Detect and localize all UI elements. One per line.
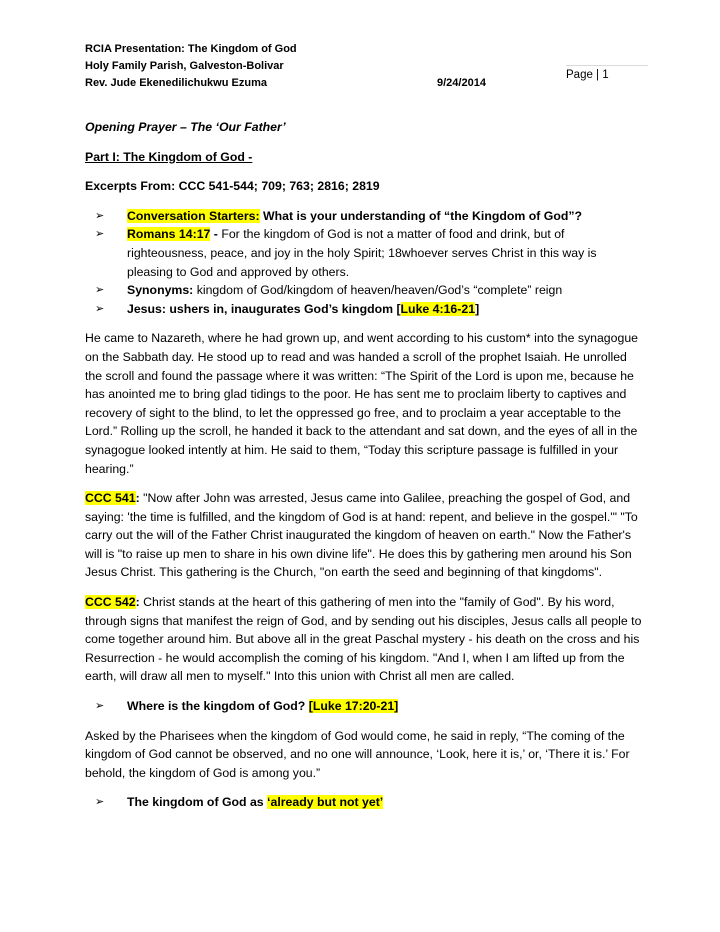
bullet-list: [85, 793, 645, 812]
opening-prayer: Opening Prayer – The ‘Our Father’: [85, 120, 286, 134]
arrow-bullet-icon: ➢: [95, 209, 105, 222]
page-number: Page | 1: [566, 65, 648, 81]
list-item: ➢ Romans 14:17 - For the kingdom of God is not a matter of food and drink, but of righteousness, peace, and joy in the holy Spirit; 18whoever serves Christ in this way is pleasing to God and approved by others.: [95, 227, 597, 279]
document-header: [85, 41, 645, 92]
header-date: 9/24/2014: [437, 77, 486, 89]
highlight: [Luke 17:20-21]: [308, 699, 399, 714]
highlight: ‘already but not yet’: [267, 795, 384, 810]
excerpts-line: Excerpts From: CCC 541-544; 709; 763; 2816; 2819: [85, 179, 380, 194]
list-item: ➢ Synonyms: kingdom of God/kingdom of heaven/heaven/God’s “complete” reign: [85, 281, 645, 300]
ccc-542-paragraph: CCC 542: Christ stands at the heart of this gathering of men into the "family of God". By his word, through signs that manifest the reign of God, and by sending out his disciples, Jesus calls all people to come together around him. But above all in the great Paschal mystery - his death on the cross and his Resurrection - he would accomplish the coming of his kingdom. "And I, when I am lifted up from the earth, will draw all men to myself." Into this union with Christ all men are called.: [85, 595, 642, 684]
luke-17-passage: Asked by the Pharisees when the kingdom of God would come, he said in reply, “The coming of the kingdom of God cannot be observed, and no one will announce, ‘Look, here it is,’ or, ‘There it is.’ For behold, the kingdom of God is among you.”: [85, 728, 630, 780]
list-item: ➢ The kingdom of God as ‘already but not yet’: [85, 793, 645, 812]
part-title: Part I: The Kingdom of God -: [85, 149, 253, 164]
luke-4-passage: He came to Nazareth, where he had grown up, and went according to his custom* into the synagogue on the Sabbath day. He stood up to read and was handed a scroll of the prophet Isaiah. He unrolled the scroll and found the passage where it was written: “The Spirit of the Lord is upon me, because he has anointed me to bring glad tidings to the poor. He has sent me to proclaim liberty to captives and recovery of sight to the blind, to let the oppressed go free, and to proclaim a year acceptable to the Lord.” Rolling up the scroll, he handed it back to the attendant and sat down, and the eyes of all in the synagogue looked intently at him. He said to them, “Today this scripture passage is fulfilled in your hearing.”: [85, 331, 639, 476]
arrow-bullet-icon: ➢: [95, 302, 105, 315]
highlight: Luke 4:16-21: [400, 301, 476, 316]
header-parish: Holy Family Parish, Galveston-Bolivar: [85, 60, 284, 72]
ccc-541-paragraph: CCC 541: "Now after John was arrested, Jesus came into Galilee, preaching the gospel of God, and saying: 'the time is fulfilled, and the kingdom of God is at hand: repent, and believe in the gospel.'" "To carry out the will of the Father Christ inaugurated the kingdom of heaven on earth." Now the Father's will is "to raise up men to share in his own divine life". He does this by gathering men around his Son Jesus Christ. This gathering is the Church, "on earth the seed and beginning of that kingdoms".: [85, 491, 638, 580]
highlight: CCC 542: [85, 595, 136, 610]
header-author: Rev. Jude Ekenedilichukwu Ezuma: [85, 77, 267, 89]
highlight: Romans 14:17: [127, 227, 211, 242]
highlight: Conversation Starters:: [127, 208, 260, 223]
arrow-bullet-icon: ➢: [95, 284, 105, 297]
list-item: ➢ Conversation Starters: What is your understanding of “the Kingdom of God”?: [85, 207, 645, 226]
bullet-list: [85, 697, 645, 716]
arrow-bullet-icon: ➢: [95, 700, 105, 713]
list-item: ➢ Jesus: ushers in, inaugurates God’s kingdom [Luke 4:16-21]: [85, 300, 645, 319]
header-title: RCIA Presentation: The Kingdom of God: [85, 43, 297, 55]
arrow-bullet-icon: ➢: [95, 228, 105, 241]
highlight: CCC 541: [85, 491, 136, 506]
bullet-list: [85, 207, 645, 319]
list-item: ➢ Where is the kingdom of God? [Luke 17:20-21]: [85, 697, 645, 716]
document-body: [85, 118, 645, 823]
arrow-bullet-icon: ➢: [95, 796, 105, 809]
